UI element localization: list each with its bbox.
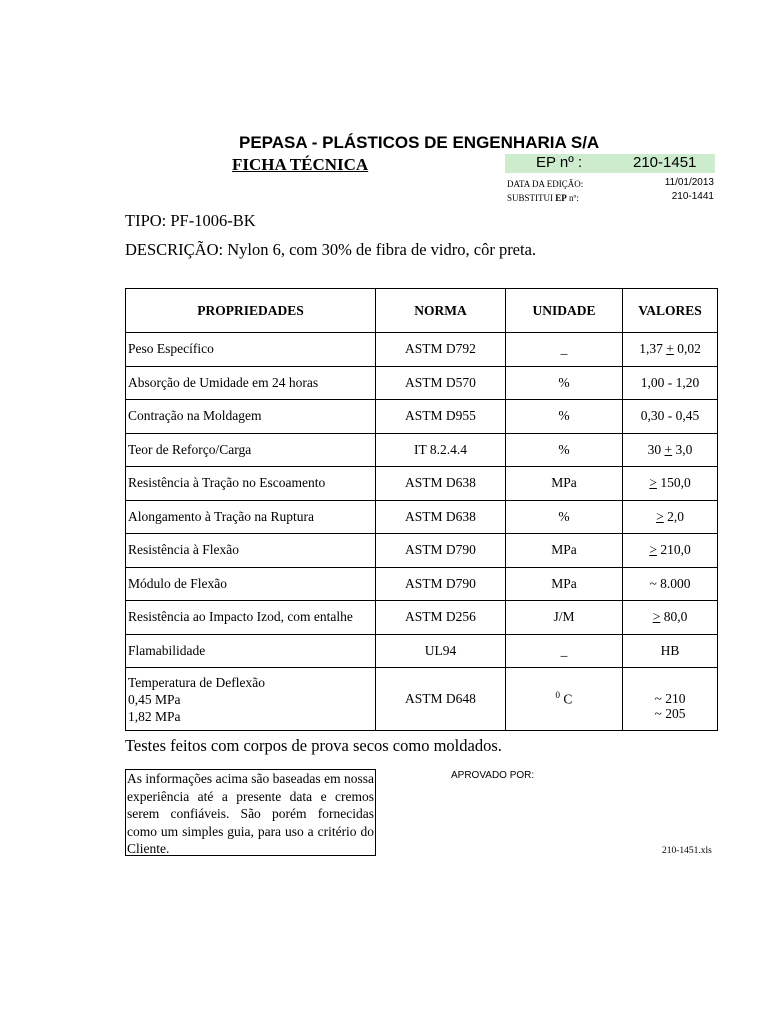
disclaimer-box: As informações acima são baseadas em nossa experiência até a presente data e cremos serem confiáveis. São porém fornecidas como um simples guia, para uso a critério do Cliente.: [127, 771, 374, 856]
row-property: Contração na Moldagem: [126, 400, 376, 434]
row-norm: IT 8.2.4.4: [376, 433, 506, 467]
value-suffix: 3,0: [672, 441, 693, 457]
row-property: Peso Específico: [126, 333, 376, 367]
table-row: [126, 601, 718, 635]
row-unit: MPa: [506, 567, 623, 601]
row-property: Teor de Reforço/Carga: [126, 433, 376, 467]
row-norm: ASTM D648: [376, 668, 506, 731]
row-norm: ASTM D792: [376, 333, 506, 367]
row-property: Alongamento à Tração na Ruptura: [126, 500, 376, 534]
value-symbol: >: [649, 542, 657, 558]
value-prefix: 30: [647, 441, 665, 457]
document-type: FICHA TÉCNICA: [232, 155, 369, 174]
approved-by-label: APROVADO POR:: [451, 770, 535, 781]
row-value: [623, 634, 718, 668]
edition-date-label: DATA DA EDIÇÃO:: [507, 179, 584, 189]
row-unit: %: [506, 400, 623, 434]
value-suffix: 2,0: [663, 508, 684, 524]
row-unit: MPa: [506, 467, 623, 501]
row-value: [623, 400, 718, 434]
row-norm: ASTM D638: [376, 467, 506, 501]
row-value: [623, 366, 718, 400]
replaces-label-suffix: nº:: [569, 193, 579, 203]
row-property: Resistência à Tração no Escoamento: [126, 467, 376, 501]
header-norm: NORMA: [376, 289, 506, 333]
row-unit: %: [506, 433, 623, 467]
header-unit: UNIDADE: [506, 289, 623, 333]
replaces-label: [507, 193, 579, 203]
replaces-label-ep: EP: [555, 193, 567, 203]
value-prefix: ~ 8.000: [649, 575, 691, 591]
value-symbol: >: [656, 508, 664, 524]
value-symbol: +: [664, 441, 673, 457]
table-row: [126, 634, 718, 668]
tests-note: Testes feitos com corpos de prova secos como moldados.: [125, 736, 502, 755]
value-prefix: HB: [660, 642, 680, 658]
ep-number-value: 210-1451: [633, 154, 697, 171]
table-row: [126, 500, 718, 534]
table-row: [126, 400, 718, 434]
row-value: [623, 534, 718, 568]
row-norm: ASTM D790: [376, 534, 506, 568]
properties-table: [125, 288, 718, 731]
row-unit: %: [506, 366, 623, 400]
value-suffix: 80,0: [660, 609, 688, 625]
row-unit: %: [506, 500, 623, 534]
property-line: 0,45 MPa: [128, 691, 181, 707]
row-norm: ASTM D955: [376, 400, 506, 434]
row-unit: _: [506, 634, 623, 668]
row-norm: ASTM D790: [376, 567, 506, 601]
degree-sup: 0: [555, 690, 561, 701]
value-prefix: 1,00 - 1,20: [640, 374, 700, 390]
row-property: Resistência à Flexão: [126, 534, 376, 568]
row-property: Resistência ao Impacto Izod, com entalhe: [126, 601, 376, 635]
row-value: [623, 333, 718, 367]
file-name: 210-1451.xls: [662, 846, 712, 856]
edition-date-value: 11/01/2013: [664, 177, 714, 188]
row-property: [126, 668, 376, 731]
row-norm: ASTM D570: [376, 366, 506, 400]
replaces-value: 210-1441: [671, 191, 714, 202]
row-value: [623, 467, 718, 501]
row-value: [623, 601, 718, 635]
unit-celsius: C: [563, 691, 573, 707]
table-body: [126, 333, 718, 731]
product-description: DESCRIÇÃO: Nylon 6, com 30% de fibra de vidro, côr preta.: [125, 240, 537, 259]
replaces-label-prefix: SUBSTITUI: [507, 193, 554, 203]
row-property: Absorção de Umidade em 24 horas: [126, 366, 376, 400]
table-row-deflection: [126, 668, 718, 731]
table-header-row: [126, 289, 718, 333]
value-symbol: +: [666, 341, 674, 357]
table-row: [126, 333, 718, 367]
table-row: [126, 433, 718, 467]
row-unit: [506, 668, 623, 731]
row-norm: ASTM D256: [376, 601, 506, 635]
row-unit: MPa: [506, 534, 623, 568]
value-suffix: 210,0: [656, 542, 691, 558]
value-symbol: >: [652, 609, 661, 625]
value-prefix: 0,30 - 0,45: [640, 408, 700, 424]
row-value: [623, 433, 718, 467]
row-value: [623, 500, 718, 534]
property-line: 1,82 MPa: [128, 708, 181, 724]
row-norm: UL94: [376, 634, 506, 668]
row-value: [623, 567, 718, 601]
table-row: [126, 534, 718, 568]
row-norm: ASTM D638: [376, 500, 506, 534]
property-line: Temperatura de Deflexão: [128, 674, 265, 690]
row-value: [623, 668, 718, 731]
value-symbol: >: [649, 475, 657, 491]
value-line: ~ 210: [654, 691, 686, 706]
table-row: [126, 467, 718, 501]
row-unit: _: [506, 333, 623, 367]
value-suffix: 150,0: [656, 475, 691, 491]
company-name: PEPASA - PLÁSTICOS DE ENGENHARIA S/A: [239, 133, 600, 152]
value-prefix: 1,37: [639, 341, 667, 357]
product-type: TIPO: PF-1006-BK: [125, 211, 256, 230]
table-row: [126, 366, 718, 400]
value-suffix: 0,02: [673, 341, 701, 357]
row-property: Módulo de Flexão: [126, 567, 376, 601]
header-values: VALORES: [623, 289, 718, 333]
row-unit: J/M: [506, 601, 623, 635]
ep-number-label: EP nº :: [536, 154, 583, 171]
value-line: ~ 205: [654, 706, 686, 721]
header-properties: PROPRIEDADES: [126, 289, 376, 333]
row-property: Flamabilidade: [126, 634, 376, 668]
table-row: [126, 567, 718, 601]
